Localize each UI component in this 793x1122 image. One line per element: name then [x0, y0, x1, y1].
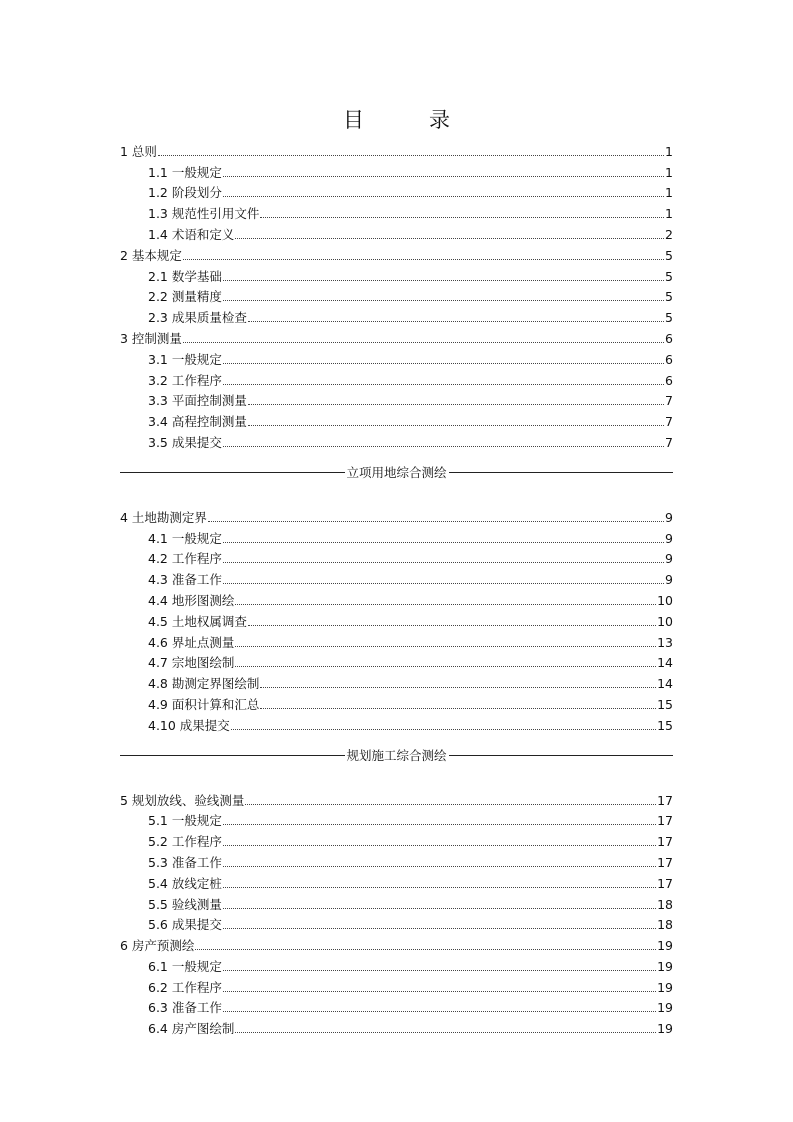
section-divider-land [120, 461, 673, 484]
dot-leader [248, 321, 664, 322]
dot-leader [231, 729, 656, 730]
dot-leader [235, 666, 656, 667]
toc-entry[interactable] [120, 608, 673, 629]
toc-entry-page: 5 [665, 268, 673, 284]
toc-entry-title: 2.1 数学基础 [148, 268, 222, 284]
toc-entry[interactable] [120, 912, 673, 933]
toc-entry-page: 19 [657, 1021, 673, 1037]
dot-leader [195, 949, 656, 950]
toc-entry-title: 5.2 工作程序 [148, 834, 222, 850]
dot-leader [223, 887, 656, 888]
dot-leader [223, 542, 664, 543]
dot-leader [208, 521, 664, 522]
toc-entry[interactable] [120, 429, 673, 450]
toc-entry-page: 10 [657, 592, 673, 608]
dot-leader [183, 259, 664, 260]
dot-leader [223, 824, 656, 825]
toc-entry-title: 6.3 准备工作 [148, 1000, 222, 1016]
toc-entry-page: 5 [665, 289, 673, 305]
toc-entry-page: 1 [665, 164, 673, 180]
toc-entry-page: 19 [657, 979, 673, 995]
dot-leader [245, 804, 656, 805]
toc-group-planning [120, 787, 673, 1037]
toc-entry[interactable] [120, 180, 673, 201]
toc-entry-title: 6.2 工作程序 [148, 979, 222, 995]
toc-entry-page: 5 [665, 247, 673, 263]
dot-leader [223, 970, 656, 971]
dot-leader [223, 1011, 656, 1012]
toc-entry-title: 3.4 高程控制测量 [148, 414, 247, 430]
dot-leader [223, 384, 664, 385]
toc-entry-page: 17 [657, 834, 673, 850]
toc-entry-title: 1.4 术语和定义 [148, 226, 235, 242]
dot-leader [223, 908, 656, 909]
toc-group-general [120, 138, 673, 450]
toc-entry-page: 9 [665, 572, 673, 588]
dot-leader [248, 404, 664, 405]
toc-entry[interactable] [120, 1015, 673, 1036]
toc-entry-page: 7 [665, 393, 673, 409]
toc-entry[interactable] [120, 367, 673, 388]
toc-entry[interactable] [120, 629, 673, 650]
toc-entry[interactable] [120, 953, 673, 974]
divider-label: 规划施工综合测绘 [346, 748, 447, 764]
toc-entry[interactable] [120, 325, 673, 346]
divider-line-left [120, 472, 345, 473]
table-of-contents [120, 138, 673, 1036]
toc-entry-title: 4.9 面积计算和汇总 [148, 696, 260, 712]
toc-entry-title: 6.1 一般规定 [148, 958, 222, 974]
dot-leader [223, 583, 664, 584]
toc-entry[interactable] [120, 304, 673, 325]
toc-entry-page: 7 [665, 434, 673, 450]
dot-leader [260, 708, 656, 709]
toc-entry[interactable] [120, 263, 673, 284]
toc-entry[interactable] [120, 200, 673, 221]
toc-group-land [120, 504, 673, 733]
toc-entry[interactable] [120, 566, 673, 587]
toc-entry[interactable] [120, 138, 673, 159]
toc-entry-title: 3.1 一般规定 [148, 351, 222, 367]
toc-entry[interactable] [120, 932, 673, 953]
toc-entry[interactable] [120, 670, 673, 691]
toc-entry-title: 6 房产预测绘 [120, 938, 195, 954]
dot-leader [235, 1032, 656, 1033]
dot-leader [260, 217, 664, 218]
toc-entry-title: 4.8 勘测定界图绘制 [148, 676, 260, 692]
divider-line-right [449, 755, 674, 756]
toc-entry[interactable] [120, 221, 673, 242]
toc-entry-page: 9 [665, 509, 673, 525]
divider-line-left [120, 755, 345, 756]
toc-entry-page: 19 [657, 1000, 673, 1016]
toc-entry-title: 1 总则 [120, 143, 157, 159]
dot-leader [235, 238, 664, 239]
toc-entry-page: 13 [657, 634, 673, 650]
toc-entry-title: 1.1 一般规定 [148, 164, 222, 180]
toc-entry[interactable] [120, 346, 673, 367]
section-divider-planning [120, 744, 673, 767]
toc-entry[interactable] [120, 787, 673, 808]
toc-entry[interactable] [120, 525, 673, 546]
toc-entry-page: 9 [665, 551, 673, 567]
dot-leader [223, 176, 664, 177]
toc-entry-title: 1.2 阶段划分 [148, 185, 222, 201]
toc-entry-title: 4 土地勘测定界 [120, 509, 207, 525]
toc-entry-page: 9 [665, 530, 673, 546]
toc-entry-title: 3.3 平面控制测量 [148, 393, 247, 409]
dot-leader [248, 625, 656, 626]
dot-leader [223, 866, 656, 867]
toc-entry-title: 1.3 规范性引用文件 [148, 206, 260, 222]
toc-entry-page: 6 [665, 351, 673, 367]
divider-label: 立项用地综合测绘 [346, 465, 447, 481]
toc-entry-page: 7 [665, 414, 673, 430]
toc-entry-title: 5 规划放线、验线测量 [120, 792, 245, 808]
toc-entry-page: 14 [657, 676, 673, 692]
toc-entry-title: 4.5 土地权属调查 [148, 613, 247, 629]
toc-entry[interactable] [120, 691, 673, 712]
toc-entry[interactable] [120, 870, 673, 891]
toc-entry-page: 15 [657, 717, 673, 733]
toc-entry[interactable] [120, 712, 673, 733]
toc-entry-page: 17 [657, 854, 673, 870]
dot-leader [223, 196, 664, 197]
toc-entry-title: 4.7 宗地图绘制 [148, 655, 235, 671]
toc-entry-title: 2.3 成果质量检查 [148, 310, 247, 326]
toc-entry-page: 5 [665, 310, 673, 326]
toc-entry[interactable] [120, 974, 673, 995]
toc-entry-page: 6 [665, 330, 673, 346]
toc-entry-title: 4.1 一般规定 [148, 530, 222, 546]
toc-entry[interactable] [120, 587, 673, 608]
toc-entry-title: 5.6 成果提交 [148, 917, 222, 933]
toc-entry-page: 15 [657, 696, 673, 712]
dot-leader [158, 155, 664, 156]
toc-entry-title: 2 基本规定 [120, 247, 182, 263]
toc-entry-title: 4.10 成果提交 [148, 717, 230, 733]
toc-entry[interactable] [120, 159, 673, 180]
toc-entry[interactable] [120, 995, 673, 1016]
toc-entry-title: 4.3 准备工作 [148, 572, 222, 588]
divider-line-right [449, 472, 674, 473]
toc-entry-title: 5.5 验线测量 [148, 896, 222, 912]
toc-entry[interactable] [120, 388, 673, 409]
toc-entry-page: 6 [665, 372, 673, 388]
toc-entry-page: 2 [665, 226, 673, 242]
toc-entry-title: 4.4 地形图测绘 [148, 592, 235, 608]
toc-entry-page: 19 [657, 938, 673, 954]
toc-entry-page: 19 [657, 958, 673, 974]
dot-leader [223, 991, 656, 992]
toc-entry-page: 14 [657, 655, 673, 671]
toc-entry-page: 1 [665, 206, 673, 222]
toc-entry[interactable] [120, 242, 673, 263]
toc-entry-title: 5.4 放线定桩 [148, 875, 222, 891]
toc-entry-page: 1 [665, 143, 673, 159]
toc-entry-title: 5.1 一般规定 [148, 813, 222, 829]
dot-leader [223, 845, 656, 846]
toc-entry[interactable] [120, 891, 673, 912]
toc-entry-page: 18 [657, 896, 673, 912]
toc-entry-title: 2.2 测量精度 [148, 289, 222, 305]
toc-entry-title: 5.3 准备工作 [148, 854, 222, 870]
dot-leader [235, 646, 656, 647]
toc-entry[interactable] [120, 546, 673, 567]
toc-entry[interactable] [120, 808, 673, 829]
toc-entry[interactable] [120, 284, 673, 305]
toc-entry-page: 18 [657, 917, 673, 933]
dot-leader [223, 928, 656, 929]
dot-leader [223, 300, 664, 301]
toc-entry-page: 10 [657, 613, 673, 629]
dot-leader [223, 562, 664, 563]
toc-entry[interactable] [120, 650, 673, 671]
toc-entry-page: 1 [665, 185, 673, 201]
dot-leader [235, 604, 656, 605]
toc-entry[interactable] [120, 408, 673, 429]
toc-entry[interactable] [120, 828, 673, 849]
toc-entry-title: 4.6 界址点测量 [148, 634, 235, 650]
toc-entry-page: 17 [657, 813, 673, 829]
dot-leader [223, 280, 664, 281]
dot-leader [223, 446, 664, 447]
toc-entry-title: 3.2 工作程序 [148, 372, 222, 388]
toc-entry-title: 4.2 工作程序 [148, 551, 222, 567]
dot-leader [260, 687, 656, 688]
toc-entry[interactable] [120, 504, 673, 525]
toc-entry-title: 6.4 房产图绘制 [148, 1021, 235, 1037]
page-title: 目 录 [343, 108, 472, 132]
dot-leader [248, 425, 664, 426]
toc-entry-title: 3 控制测量 [120, 330, 182, 346]
dot-leader [183, 342, 664, 343]
toc-entry-page: 17 [657, 792, 673, 808]
dot-leader [223, 363, 664, 364]
toc-entry[interactable] [120, 849, 673, 870]
toc-entry-title: 3.5 成果提交 [148, 434, 222, 450]
toc-entry-page: 17 [657, 875, 673, 891]
